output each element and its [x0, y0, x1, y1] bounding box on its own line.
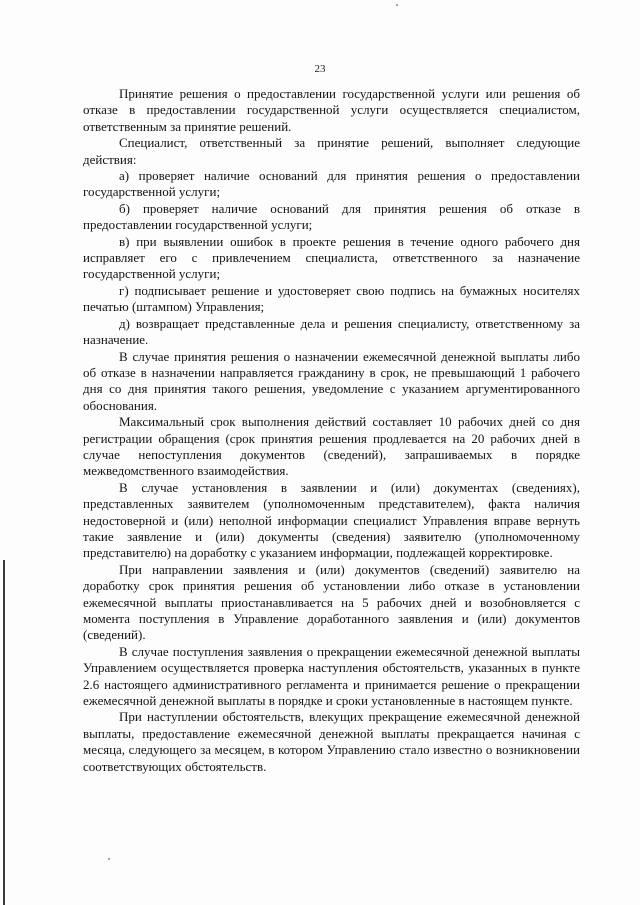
- paragraph: Максимальный срок выполнения действий составляет 10 рабочих дней со дня регистрации обращения (срок принятия решения продлевается на 20 рабочих дней в случае непоступления документов (сведений), запрашиваемых в порядке межведомственного взаимодействия.: [83, 414, 580, 479]
- paragraph: Принятие решения о предоставлении государственной услуги или решения об отказе в предоставлении государственной услуги осуществляется специалистом, ответственным за принятие решений.: [83, 86, 580, 134]
- paragraph: В случае принятия решения о назначении ежемесячной денежной выплаты либо об отказе в назначении направляется гражданину в срок, не превышающий 1 рабочего дня со дня принятия такого решения, уведомление с указанием аргументированного обоснования.: [83, 348, 580, 413]
- list-item: в) при выявлении ошибок в проекте решения в течение одного рабочего дня исправляет его с привлечением специалиста, ответственного за назначение государственной услуги;: [83, 233, 580, 282]
- paragraph: При направлении заявления и (или) документов (сведений) заявителю на доработку срок принятия решения об установлении либо отказе в установлении ежемесячной выплаты приостанавливается на 5 рабочих дней и возобновляется с момента поступления в Управление доработанного заявления и (или) документов (сведений).: [83, 561, 580, 643]
- paragraph: В случае установления в заявлении и (или) документах (сведениях), представленных заявителем (уполномоченным представителем), факта наличия недостоверной и (или) неполной информации специалист Управления вправе вернуть такие заявление и (или) документы (сведения) заявителю (уполномоченному представителю) на доработку с указанием информации, подлежащей корректировке.: [83, 479, 580, 561]
- scan-edge-line: [3, 560, 5, 905]
- scan-speck: [108, 858, 110, 860]
- document-body: [83, 86, 580, 775]
- list-item: а) проверяет наличие оснований для принятия решения о предоставлении государственной услуги;: [83, 168, 580, 200]
- page-number: 23: [314, 63, 326, 75]
- paragraph: Специалист, ответственный за принятие решений, выполняет следующие действия:: [83, 135, 580, 167]
- scan-speck: [396, 4, 398, 6]
- list-item: б) проверяет наличие оснований для принятия решения об отказе в предоставлении государственной услуги;: [83, 200, 580, 233]
- paragraph: В случае поступления заявления о прекращении ежемесячной денежной выплаты Управлением осуществляется проверка наступления обстоятельств, указанных в пункте 2.6 настоящего административного регламента и принимается решение о прекращении ежемесячной денежной выплаты в порядке и сроки установленные в настоящем пункте.: [83, 643, 580, 709]
- list-item: г) подписывает решение и удостоверяет свою подпись на бумажных носителях печатью (штампом) Управления;: [83, 282, 580, 315]
- list-item: д) возвращает представленные дела и решения специалисту, ответственному за назначение.: [83, 315, 580, 348]
- paragraph: При наступлении обстоятельств, влекущих прекращение ежемесячной денежной выплаты, предоставление ежемесячной денежной выплаты прекращается начиная с месяца, следующего за месяцем, в котором Управлению стало известно о возникновении соответствующих обстоятельств.: [83, 709, 580, 774]
